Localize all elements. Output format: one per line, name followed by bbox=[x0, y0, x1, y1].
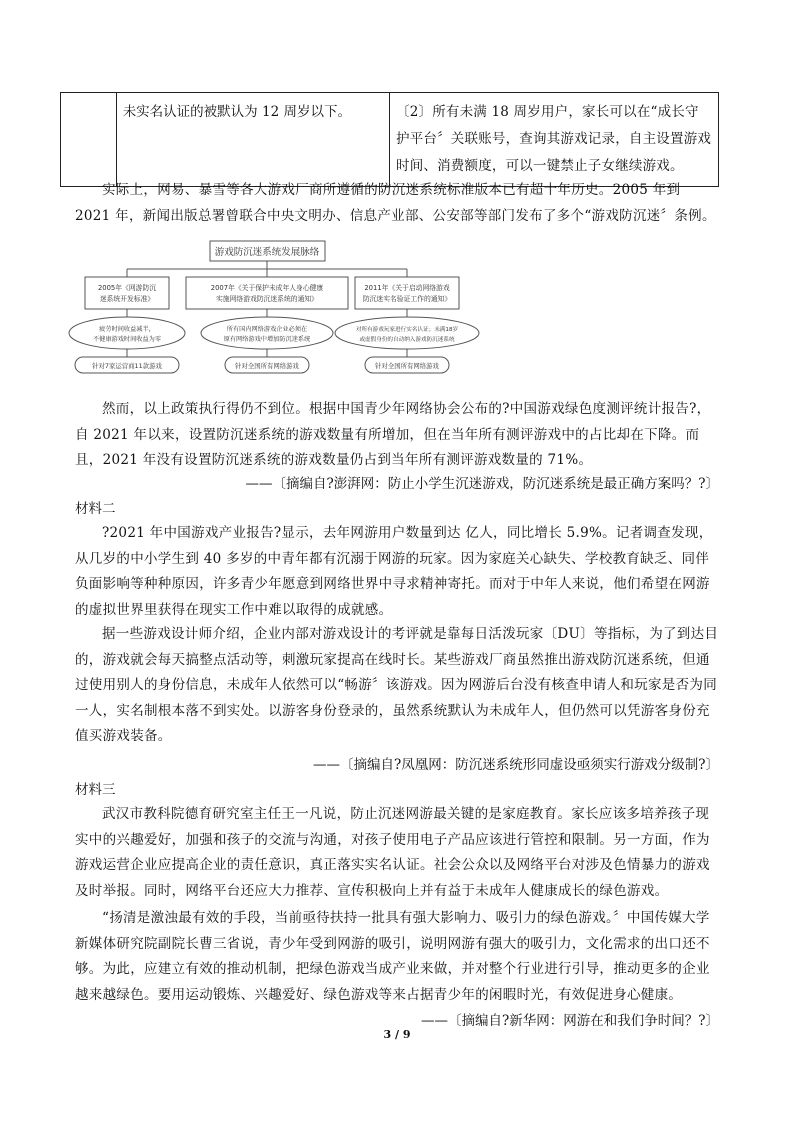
material-2-heading: 材料二 bbox=[75, 501, 116, 517]
page-number: 3 / 9 bbox=[383, 1028, 411, 1041]
table-cell-right: 〔2〕所有未满 18 周岁用户，家长可以在“成长守护平台〞关联账号，查询其游戏记录，自主设置游戏时间、消费额度，可以一键禁止子女继续游戏。 bbox=[390, 93, 719, 187]
content-ellipse-2007 bbox=[201, 317, 333, 349]
comparison-table bbox=[60, 92, 719, 187]
content-2005-line2: 不健康游戏时间收益为零 bbox=[92, 336, 162, 343]
content-ellipse-2011 bbox=[335, 317, 479, 349]
doc-2011-line1: 2011年《关于启动网络游戏 bbox=[364, 284, 450, 292]
doc-box-2005 bbox=[85, 277, 169, 309]
doc-box-2011 bbox=[355, 277, 459, 309]
scope-2007: 针对全国所有网络游戏 bbox=[235, 362, 299, 370]
content-2011-line2: 或虚假身份的自动纳入游戏防沉迷系统 bbox=[359, 337, 455, 343]
source-citation-3: ——〔摘编自?新华网：网游在和我们争时间？?〕 bbox=[421, 1013, 719, 1029]
paragraph-designer-intro: 据一些游戏设计师介绍，企业内部对游戏设计的考评就是靠每日活泼玩家〔DU〕等指标，为了到达目的，游戏就会每天搞整点活动等，刺激玩家提高在线时长。某些游戏厂商虽然推出游戏防沉迷系统，但通过使用别人的身份信息，未成年人依然可以“畅游〞该游戏。因为网游后台没有核查申请人和玩家是否为同一人，实名制根本落不到实处。以游客身份登录的，虽然系统默认为未成年人，但仍然可以凭游客身份充值买游戏装备。 bbox=[75, 626, 719, 744]
table-row bbox=[61, 93, 719, 187]
doc-2011-line2: 防沉迷实名验证工作的通知》 bbox=[362, 295, 452, 303]
paragraph-industry-report: ?2021 年中国游戏产业报告?显示，去年网游用户数量到达 亿人，同比增长 5.9%。记者调查发现，从几岁的中小学生到 40 多岁的中青年都有沉溺于网游的玩家。因为家庭关心缺失、学校教育缺乏、同伴负面影响等种种原因，许多青少年愿意到网络世界中寻求精神寄托。而对于中年人来说，他们希望在网游的虚拟世界里获得在现实工作中难以取得的成就感。 bbox=[75, 525, 713, 618]
doc-2005-line2: 迷系统开发标准》 bbox=[99, 295, 155, 303]
content-2007-line1: 所有国内网络游戏企业必须在 bbox=[226, 326, 308, 333]
source-citation-2: ——〔摘编自?凤凰网：防沉迷系统形同虚设亟须实行游戏分级制?〕 bbox=[313, 757, 719, 773]
paragraph-green-games: “扬清是激浊最有效的手段，当前亟待扶持一批具有强大影响力、吸引力的绿色游戏。〞中国传媒大学新媒体研究院副院长曹三省说，青少年受到网游的吸引，说明网游有强大的吸引力，文化需求的出口还不够。为此，应建立有效的推动机制，把绿色游戏当成产业来做，并对整个行业进行引导，推动更多的企业越来越绿色。要用运动锻炼、兴趣爱好、绿色游戏等来占据青少年的闲暇时光，有效促进身心健康。 bbox=[75, 910, 710, 1003]
paragraph-family-education: 武汉市教科院德育研究室主任王一凡说，防止沉迷网游最关键的是家庭教育。家长应该多培养孩子现实中的兴趣爱好，加强和孩子的交流与沟通，对孩子使用电子产品应该进行管控和限制。另一方面，作为游戏运营企业应提高企业的责任意识，真正落实实名认证。社会公众以及网络平台对涉及色情暴力的游戏及时举报。同时，网络平台还应大力推荐、宣传积极向上并有益于未成年人健康成长的绿色游戏。 bbox=[75, 806, 710, 899]
table-cell-left: 未实名认证的被默认为 12 周岁以下。 bbox=[116, 93, 389, 187]
material-3-heading: 材料三 bbox=[75, 782, 116, 798]
paragraph-history: 实际上，网易、暴雪等各大游戏厂商所遵循的防沉迷系统标准版本已有超十年历史。2005 年到 2021 年，新闻出版总署曾联合中央文明办、信息产业部、公安部等部门发布了多个“游戏防沉迷〞条例。 bbox=[75, 182, 716, 224]
table-cell-empty bbox=[61, 93, 117, 187]
doc-box-2007 bbox=[186, 277, 348, 309]
doc-2007-line1: 2007年《关于保护未成年人身心健康 bbox=[210, 284, 324, 292]
paragraph-policy-execution: 然而，以上政策执行得仍不到位。根据中国青少年网络协会公布的?中国游戏绿色度测评统计报告?，自 2021 年以来，设置防沉迷系统的游戏数量有所增加，但在当年所有测评游戏中的占比却在下降。而且，2021 年没有设置防沉迷系统的游戏数量仍占到当年所有测评游戏数量的 71%。 bbox=[75, 401, 711, 468]
doc-2007-line2: 实施网络游戏防沉迷系统的通知》 bbox=[216, 295, 318, 303]
source-citation-1: ——〔摘编自?澎湃网：防止小学生沉迷游戏，防沉迷系统是最正确方案吗？?〕 bbox=[245, 476, 719, 492]
doc-2005-line1: 2005年《网游防沉 bbox=[97, 284, 157, 292]
content-2007-line2: 原有网络游戏中增加防沉迷系统 bbox=[223, 336, 311, 343]
content-2005-line1: 疲劳时间收益减半， bbox=[99, 326, 155, 333]
diagram-title: 游戏防沉迷系统发展脉络 bbox=[214, 247, 320, 258]
content-2011-line1: 对所有游戏玩家进行实名认证；未满18岁 bbox=[355, 327, 459, 333]
policy-timeline-diagram bbox=[55, 233, 480, 388]
scope-2011: 针对全国所有网络游戏 bbox=[375, 362, 439, 370]
scope-2005: 针对7家运营商11款游戏 bbox=[92, 362, 162, 370]
content-ellipse-2005 bbox=[69, 317, 185, 349]
